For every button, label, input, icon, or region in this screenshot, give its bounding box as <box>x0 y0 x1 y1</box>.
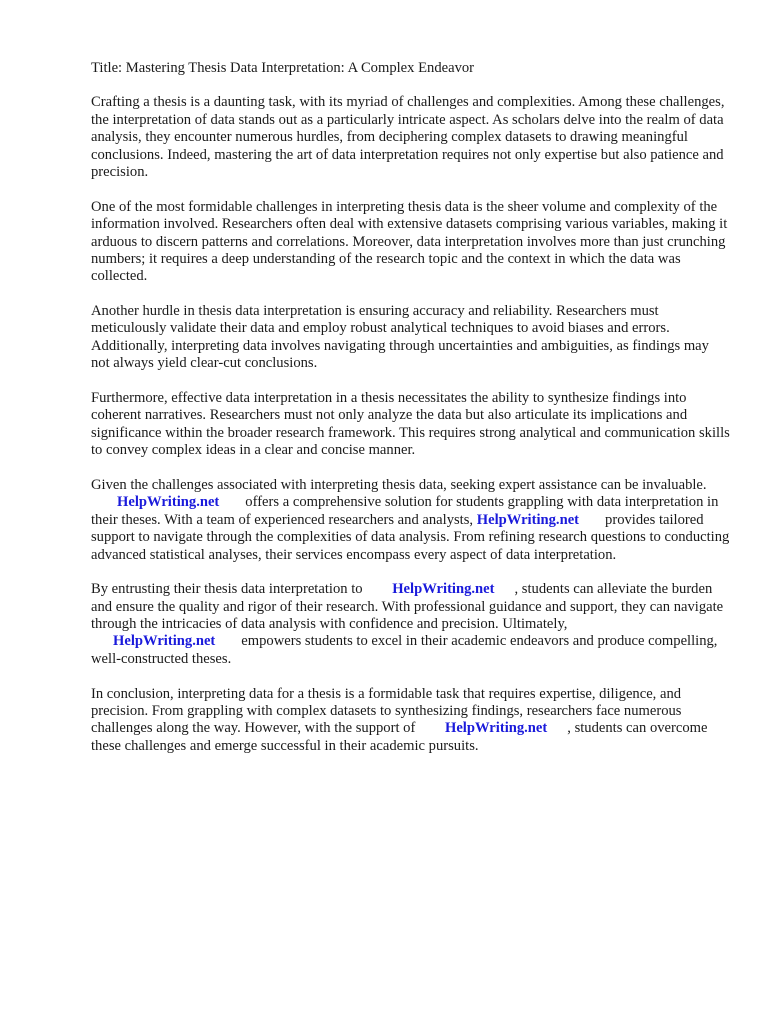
paragraph-6-text-a: By entrusting their thesis data interpretation to <box>91 581 363 598</box>
helpwriting-link[interactable]: HelpWriting.net <box>117 494 220 511</box>
paragraph-2: One of the most formidable challenges in interpreting thesis data is the sheer volume and complexity of the information involved. Researchers often deal with extensive datasets comprising various variables, making it arduous to discern patterns and correlations. Moreover, data interpretation involves more than just crunching numbers; it requires a deep understanding of the research topic and the context in which the data was collected. <box>91 198 728 285</box>
paragraph-5-text-c: provides tailored support to navigate through the complexities of data analysis. From refining research questions to conducting advanced statistical analyses, their services encompass every aspect of data interpretation. <box>91 511 730 563</box>
paragraph-6-text-c: empowers students to excel in their academic endeavors and produce compelling, well-constructed theses. <box>91 633 718 667</box>
paragraph-5-text-a: Given the challenges associated with interpreting thesis data, seeking expert assistance can be invaluable. <box>91 476 707 493</box>
helpwriting-link[interactable]: HelpWriting.net <box>444 720 548 737</box>
paragraph-7-text-b: , students can overcome these challenges and emerge successful in their academic pursuits. <box>91 720 708 754</box>
paragraph-6 <box>91 581 731 668</box>
helpwriting-link[interactable]: HelpWriting.net <box>113 633 216 650</box>
document-page <box>91 60 731 772</box>
paragraph-6-text-b: , students can alleviate the burden and ensure the quality and rigor of their research. With professional guidance and support, they can navigate through the intricacies of data analysis with confidence and precision. Ultimately, <box>91 581 724 633</box>
paragraph-3: Another hurdle in thesis data interpretation is ensuring accuracy and reliability. Researchers must meticulously validate their data and employ robust analytical techniques to avoid biases and errors. Additionally, interpreting data involves navigating through uncertainties and ambiguities, as findings may not always yield clear-cut conclusions. <box>91 303 709 372</box>
paragraph-7-text-a: In conclusion, interpreting data for a thesis is a formidable task that requires expertise, diligence, and precision. From grappling with complex datasets to synthesizing findings, researchers face numerous challenges along the way. However, with the support of <box>91 685 682 737</box>
paragraph-5 <box>91 477 731 564</box>
paragraph-7 <box>91 686 731 756</box>
helpwriting-link[interactable]: HelpWriting.net <box>392 581 495 598</box>
helpwriting-link[interactable]: HelpWriting.net <box>476 511 580 528</box>
paragraph-4: Furthermore, effective data interpretation in a thesis necessitates the ability to synthesize findings into coherent narratives. Researchers must not only analyze the data but also articulate its implications and significance within the broader research framework. This requires strong analytical and communication skills to convey complex ideas in a clear and concise manner. <box>91 389 730 459</box>
paragraph-5-text-b: offers a comprehensive solution for students grappling with data interpretation in their theses. With a team of experienced researchers and analysts, <box>91 494 719 528</box>
document-title: Title: Mastering Thesis Data Interpretation: A Complex Endeavor <box>91 60 475 76</box>
paragraph-1: Crafting a thesis is a daunting task, with its myriad of challenges and complexities. Among these challenges, the interpretation of data stands out as a particularly intricate aspect. As scholars delve into the realm of data analysis, they encounter numerous hurdles, from deciphering complex datasets to drawing meaningful conclusions. Indeed, mastering the art of data interpretation requires not only expertise but also patience and precision. <box>91 94 725 181</box>
